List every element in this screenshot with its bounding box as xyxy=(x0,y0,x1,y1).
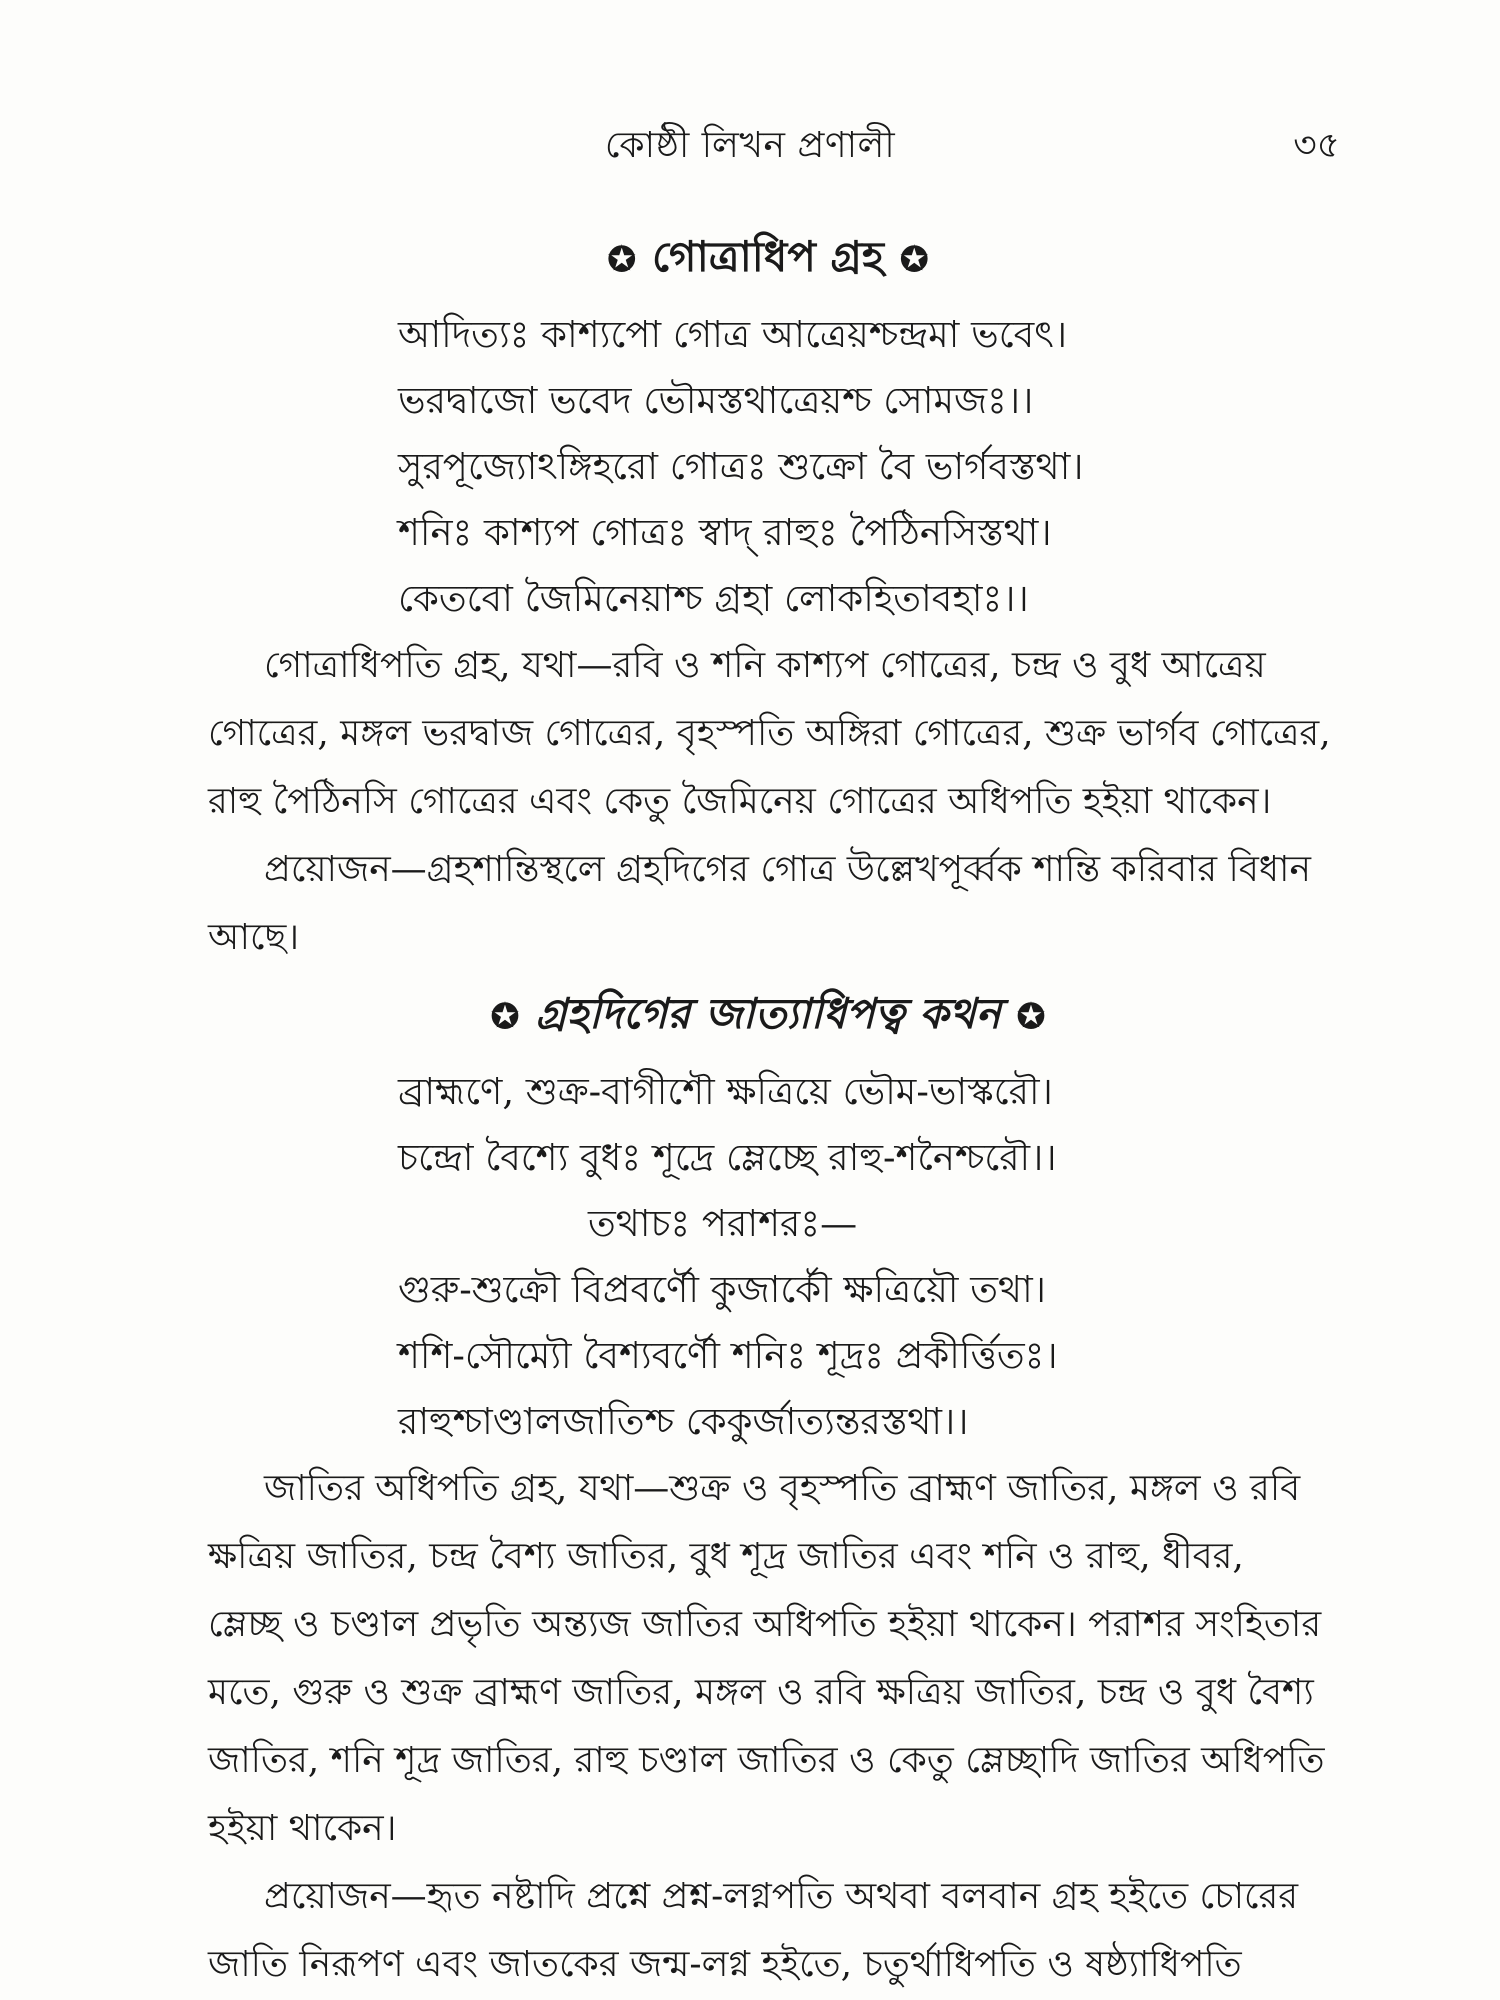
verse-line: ব্রাহ্মণে, শুক্র-বাগীশৌ ক্ষত্রিয়ে ভৌম-ভাস্করৌ। xyxy=(398,1070,1053,1113)
verse-line: কেতবো জৈমিনেয়াশ্চ গ্রহা লোকহিতাবহাঃ।। xyxy=(398,577,1029,620)
verse-block-1 xyxy=(208,302,1328,632)
section-heading-text: গ্রহদিগের জাত্যাধিপত্ব কথন xyxy=(535,989,1001,1038)
paragraph-line: হইয়া থাকেন। xyxy=(208,1808,397,1849)
page-number: ৩৫ xyxy=(1293,125,1340,166)
verse-line: চন্দ্রো বৈশ্যে বুধঃ শূদ্রে ম্লেচ্ছে রাহু-শনৈশ্চরৌ।। xyxy=(398,1136,1057,1179)
verse-line: আদিত্যঃ কাশ্যপো গোত্র আত্রেয়শ্চন্দ্রমা ভবেৎ। xyxy=(398,313,1068,356)
section-heading-text: গোত্রাধিপ গ্রহ xyxy=(652,232,884,281)
section-heading-jatyadhipatya xyxy=(208,972,1328,1059)
paragraph-line: গোত্রের, মঙ্গল ভরদ্বাজ গোত্রের, বৃহস্পতি অঙ্গিরা গোত্রের, শুক্র ভার্গব গোত্রের, xyxy=(208,713,1331,754)
verse-line: ভরদ্বাজো ভবেদ ভৌমস্তথাত্রেয়শ্চ সোমজঃ।। xyxy=(398,379,1034,422)
section-heading-gotradhip xyxy=(208,215,1328,302)
paragraph-line: গোত্রাধিপতি গ্রহ, যথা—রবি ও শনি কাশ্যপ গোত্রের, চন্দ্র ও বুধ আত্রেয় xyxy=(264,645,1266,686)
paragraph-line: ম্লেচ্ছ ও চণ্ডাল প্রভৃতি অন্ত্যজ জাতির অধিপতি হইয়া থাকেন। পরাশর সংহিতার xyxy=(208,1604,1322,1645)
paragraph-line: আছে। xyxy=(208,917,300,958)
ornament-left-icon: ✪ xyxy=(490,997,520,1037)
verse-attribution: তথাচঃ পরাশরঃ— xyxy=(588,1202,858,1245)
running-head: কোষ্ঠী লিখন প্রণালী xyxy=(604,125,896,166)
paragraph-gotra-lords xyxy=(208,632,1331,836)
paragraph-caste-lords xyxy=(208,1455,1328,1863)
paragraph-line: রাহু পৈঠিনসি গোত্রের এবং কেতু জৈমিনেয় গোত্রের অধিপতি হইয়া থাকেন। xyxy=(208,781,1272,822)
paragraph-line: জাতির অধিপতি গ্রহ, যথা—শুক্র ও বৃহস্পতি ব্রাহ্মণ জাতির, মঙ্গল ও রবি xyxy=(264,1468,1301,1509)
paragraph-line: প্রয়োজন—হৃত নষ্টাদি প্রশ্নে প্রশ্ন-লগ্নপতি অথবা বলবান গ্রহ হইতে চোরের xyxy=(264,1876,1299,1917)
verse-line: শশি-সৌম্যৌ বৈশ্যবর্ণৌ শনিঃ শূদ্রঃ প্রকীর্ত্তিতঃ। xyxy=(398,1334,1058,1377)
paragraph-line: প্রয়োজন—গ্রহশান্তিস্থলে গ্রহদিগের গোত্র উল্লেখপূর্ব্বক শান্তি করিবার বিধান xyxy=(264,849,1311,890)
paragraph-gotra-purpose xyxy=(208,836,1328,972)
page-body xyxy=(208,215,1331,1999)
ornament-right-icon: ✪ xyxy=(900,240,929,280)
paragraph-line: মতে, গুরু ও শুক্র ব্রাহ্মণ জাতির, মঙ্গল ও রবি ক্ষত্রিয় জাতির, চন্দ্র ও বুধ বৈশ্য xyxy=(208,1672,1314,1713)
paragraph-line: জাতি নিরূপণ এবং জাতকের জন্ম-লগ্ন হইতে, চতুর্থাধিপতি ও ষষ্ঠ্যাধিপতি xyxy=(208,1944,1242,1985)
ornament-right-icon: ✪ xyxy=(1016,997,1046,1037)
verse-line: রাহুশ্চাণ্ডালজাতিশ্চ কেকুর্জাত্যন্তরস্তথা।। xyxy=(398,1400,969,1443)
verse-line: সুরপূজ্যোঽঙ্গিহরো গোত্রঃ শুক্রো বৈ ভার্গবস্তথা। xyxy=(398,445,1084,488)
ornament-left-icon: ✪ xyxy=(607,240,636,280)
paragraph-line: জাতির, শনি শূদ্র জাতির, রাহু চণ্ডাল জাতির ও কেতু ম্লেচ্ছাদি জাতির অধিপতি xyxy=(208,1740,1325,1781)
paragraph-line: ক্ষত্রিয় জাতির, চন্দ্র বৈশ্য জাতির, বুধ শূদ্র জাতির এবং শনি ও রাহু, ধীবর, xyxy=(208,1536,1244,1577)
paragraph-caste-purpose xyxy=(208,1863,1328,1999)
verse-line: শনিঃ কাশ্যপ গোত্রঃ স্বাদ্ রাহুঃ পৈঠিনসিস্তথা। xyxy=(398,511,1052,554)
verse-block-2 xyxy=(208,1059,1328,1455)
verse-line: গুরু-শুক্রৌ বিপ্রবর্ণৌ কুজার্কৌ ক্ষত্রিয়ৌ তথা। xyxy=(398,1268,1046,1311)
